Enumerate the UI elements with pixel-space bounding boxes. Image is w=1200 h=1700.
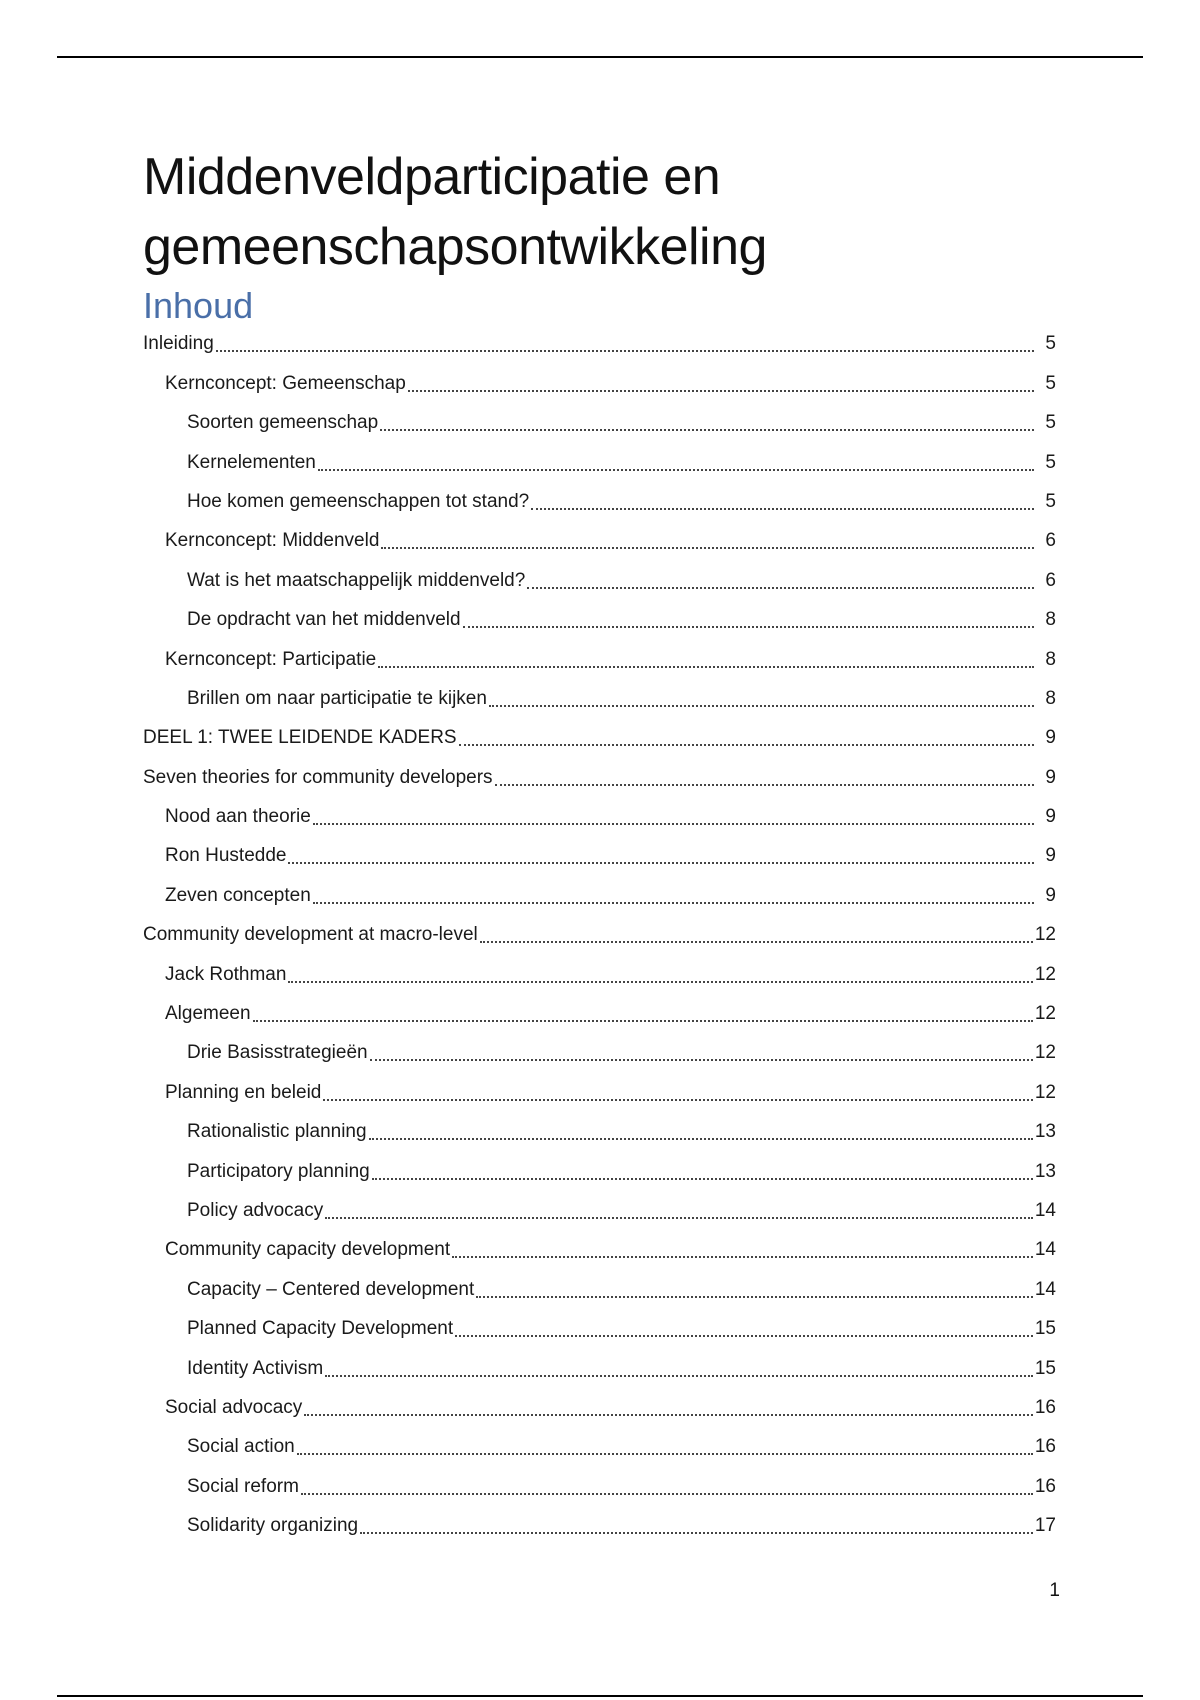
- toc-entry-page: 9: [1045, 727, 1056, 749]
- toc-leader-dots: [313, 902, 1034, 904]
- toc-entry-label: Participatory planning: [187, 1160, 370, 1182]
- toc-entry-page: 5: [1045, 451, 1056, 473]
- toc-entry[interactable]: [143, 639, 1056, 678]
- toc-entry-page: 9: [1045, 806, 1056, 828]
- toc-entry[interactable]: [143, 1191, 1056, 1230]
- toc-leader-dots: [489, 705, 1034, 707]
- toc-leader-dots: [381, 547, 1034, 549]
- toc-entry-label: Community development at macro-level: [143, 924, 478, 946]
- toc-leader-dots: [531, 508, 1034, 510]
- toc-entry[interactable]: [143, 954, 1056, 993]
- toc-leader-dots: [216, 350, 1034, 352]
- toc-entry-page: 15: [1034, 1357, 1056, 1379]
- page-number: 1: [1049, 1580, 1060, 1601]
- toc-leader-dots: [318, 469, 1034, 471]
- toc-entry[interactable]: [143, 875, 1056, 914]
- toc-entry-page: 5: [1045, 372, 1056, 394]
- toc-leader-dots: [369, 1138, 1033, 1140]
- toc-entry-label: Solidarity organizing: [187, 1515, 359, 1537]
- toc-entry-label: Policy advocacy: [187, 1199, 324, 1221]
- toc-entry-page: 14: [1034, 1278, 1056, 1300]
- toc-leader-dots: [323, 1099, 1033, 1101]
- toc-entry-page: 12: [1034, 924, 1056, 946]
- toc-entry[interactable]: [143, 560, 1056, 599]
- toc-entry[interactable]: [143, 915, 1056, 954]
- toc-entry[interactable]: [143, 1269, 1056, 1308]
- toc-entry-page: 13: [1034, 1121, 1056, 1143]
- toc-leader-dots: [378, 666, 1034, 668]
- toc-leader-dots: [313, 823, 1034, 825]
- toc-entry-label: Kernconcept: Participatie: [165, 648, 377, 670]
- toc-entry-page: 12: [1034, 963, 1056, 985]
- toc-entry-page: 14: [1034, 1199, 1056, 1221]
- toc-leader-dots: [370, 1059, 1033, 1061]
- top-rule: [57, 56, 1143, 58]
- toc-entry-page: 8: [1045, 609, 1056, 631]
- toc-leader-dots: [463, 626, 1034, 628]
- toc-entry-page: 12: [1034, 1042, 1056, 1064]
- toc-leader-dots: [325, 1217, 1033, 1219]
- toc-entry[interactable]: [143, 1151, 1056, 1190]
- toc-leader-dots: [253, 1020, 1033, 1022]
- toc-leader-dots: [527, 587, 1034, 589]
- toc-entry-label: Hoe komen gemeenschappen tot stand?: [187, 490, 530, 512]
- toc-entry-label: Social reform: [187, 1475, 299, 1497]
- toc-entry-page: 12: [1034, 1081, 1056, 1103]
- toc-entry-label: Rationalistic planning: [187, 1121, 367, 1143]
- toc-entry-label: Nood aan theorie: [165, 806, 311, 828]
- toc-leader-dots: [360, 1532, 1033, 1534]
- toc-heading: Inhoud: [143, 285, 254, 326]
- toc-entry[interactable]: [143, 1072, 1056, 1111]
- toc-entry-page: 16: [1034, 1475, 1056, 1497]
- toc-leader-dots: [459, 744, 1034, 746]
- toc-entry-label: Kernconcept: Gemeenschap: [165, 372, 406, 394]
- toc-entry[interactable]: [143, 521, 1056, 560]
- toc-entry-label: Brillen om naar participatie te kijken: [187, 687, 487, 709]
- toc-entry-page: 14: [1034, 1239, 1056, 1261]
- toc-entry-label: Planned Capacity Development: [187, 1318, 454, 1340]
- title-line-2: gemeenschapsontwikkeling: [143, 218, 767, 276]
- toc-entry-page: 8: [1045, 687, 1056, 709]
- toc-entry-page: 9: [1045, 845, 1056, 867]
- toc-leader-dots: [452, 1256, 1033, 1258]
- toc-entry[interactable]: [143, 403, 1056, 442]
- toc-leader-dots: [380, 429, 1034, 431]
- toc-entry-page: 9: [1045, 766, 1056, 788]
- toc-leader-dots: [408, 390, 1034, 392]
- toc-leader-dots: [495, 784, 1034, 786]
- toc-leader-dots: [372, 1178, 1033, 1180]
- toc-leader-dots: [480, 941, 1033, 943]
- toc-entry[interactable]: [143, 1427, 1056, 1466]
- toc-entry[interactable]: [143, 836, 1056, 875]
- toc-entry-label: Wat is het maatschappelijk middenveld?: [187, 569, 526, 591]
- toc-entry-page: 13: [1034, 1160, 1056, 1182]
- toc-entry[interactable]: [143, 994, 1056, 1033]
- toc-entry[interactable]: [143, 1309, 1056, 1348]
- toc-leader-dots: [288, 981, 1032, 983]
- toc-entry-page: 5: [1045, 490, 1056, 512]
- toc-entry[interactable]: [143, 757, 1056, 796]
- toc-entry[interactable]: [143, 1506, 1056, 1545]
- toc-entry-label: Zeven concepten: [165, 884, 311, 906]
- toc-entry-label: Inleiding: [143, 333, 214, 355]
- toc-entry-label: DEEL 1: TWEE LEIDENDE KADERS: [143, 727, 457, 749]
- toc-entry-label: De opdracht van het middenveld: [187, 609, 461, 631]
- toc-entry[interactable]: [143, 718, 1056, 757]
- toc-entry[interactable]: [143, 797, 1056, 836]
- toc-entry-page: 9: [1045, 884, 1056, 906]
- toc-entry-label: Drie Basisstrategieën: [187, 1042, 368, 1064]
- toc-entry[interactable]: [143, 1230, 1056, 1269]
- toc-entry[interactable]: [143, 1466, 1056, 1505]
- toc-entry-label: Jack Rothman: [165, 963, 287, 985]
- toc-entry-page: 5: [1045, 412, 1056, 434]
- toc-entry-label: Social advocacy: [165, 1396, 303, 1418]
- toc-leader-dots: [455, 1335, 1033, 1337]
- toc-leader-dots: [288, 862, 1034, 864]
- toc-entry-page: 5: [1045, 333, 1056, 355]
- toc-entry[interactable]: [143, 679, 1056, 718]
- toc-entry[interactable]: [143, 1348, 1056, 1387]
- toc-leader-dots: [304, 1414, 1033, 1416]
- toc-entry[interactable]: [143, 1388, 1056, 1427]
- toc-entry[interactable]: [143, 600, 1056, 639]
- toc-entry-page: 6: [1045, 530, 1056, 552]
- title-line-1: Middenveldparticipatie en: [143, 148, 721, 206]
- toc-entry[interactable]: [143, 363, 1056, 402]
- toc-entry-page: 8: [1045, 648, 1056, 670]
- toc-leader-dots: [325, 1375, 1033, 1377]
- toc-entry-label: Capacity – Centered development: [187, 1278, 475, 1300]
- toc-entry[interactable]: [143, 442, 1056, 481]
- toc-entry-label: Identity Activism: [187, 1357, 324, 1379]
- toc-entry[interactable]: [143, 1033, 1056, 1072]
- toc-leader-dots: [301, 1493, 1033, 1495]
- toc-entry-page: 12: [1034, 1003, 1056, 1025]
- toc-entry-label: Ron Hustedde: [165, 845, 287, 867]
- toc-entry-label: Community capacity development: [165, 1239, 451, 1261]
- toc-entry-label: Soorten gemeenschap: [187, 412, 379, 434]
- table-of-contents: [143, 324, 1056, 1545]
- toc-entry-label: Kernconcept: Middenveld: [165, 530, 380, 552]
- toc-entry-label: Social action: [187, 1436, 295, 1458]
- toc-entry-page: 16: [1034, 1436, 1056, 1458]
- toc-entry-page: 17: [1034, 1515, 1056, 1537]
- toc-entry[interactable]: [143, 482, 1056, 521]
- toc-entry[interactable]: [143, 1112, 1056, 1151]
- toc-leader-dots: [297, 1453, 1033, 1455]
- toc-entry-label: Seven theories for community developers: [143, 766, 493, 788]
- toc-leader-dots: [476, 1296, 1033, 1298]
- toc-entry-label: Kernelementen: [187, 451, 316, 473]
- toc-entry-label: Algemeen: [165, 1003, 251, 1025]
- toc-entry-page: 16: [1034, 1396, 1056, 1418]
- toc-entry-page: 6: [1045, 569, 1056, 591]
- toc-entry-page: 15: [1034, 1318, 1056, 1340]
- toc-entry[interactable]: [143, 324, 1056, 363]
- toc-entry-label: Planning en beleid: [165, 1081, 322, 1103]
- document-title: [143, 142, 1103, 282]
- bottom-rule: [57, 1695, 1143, 1697]
